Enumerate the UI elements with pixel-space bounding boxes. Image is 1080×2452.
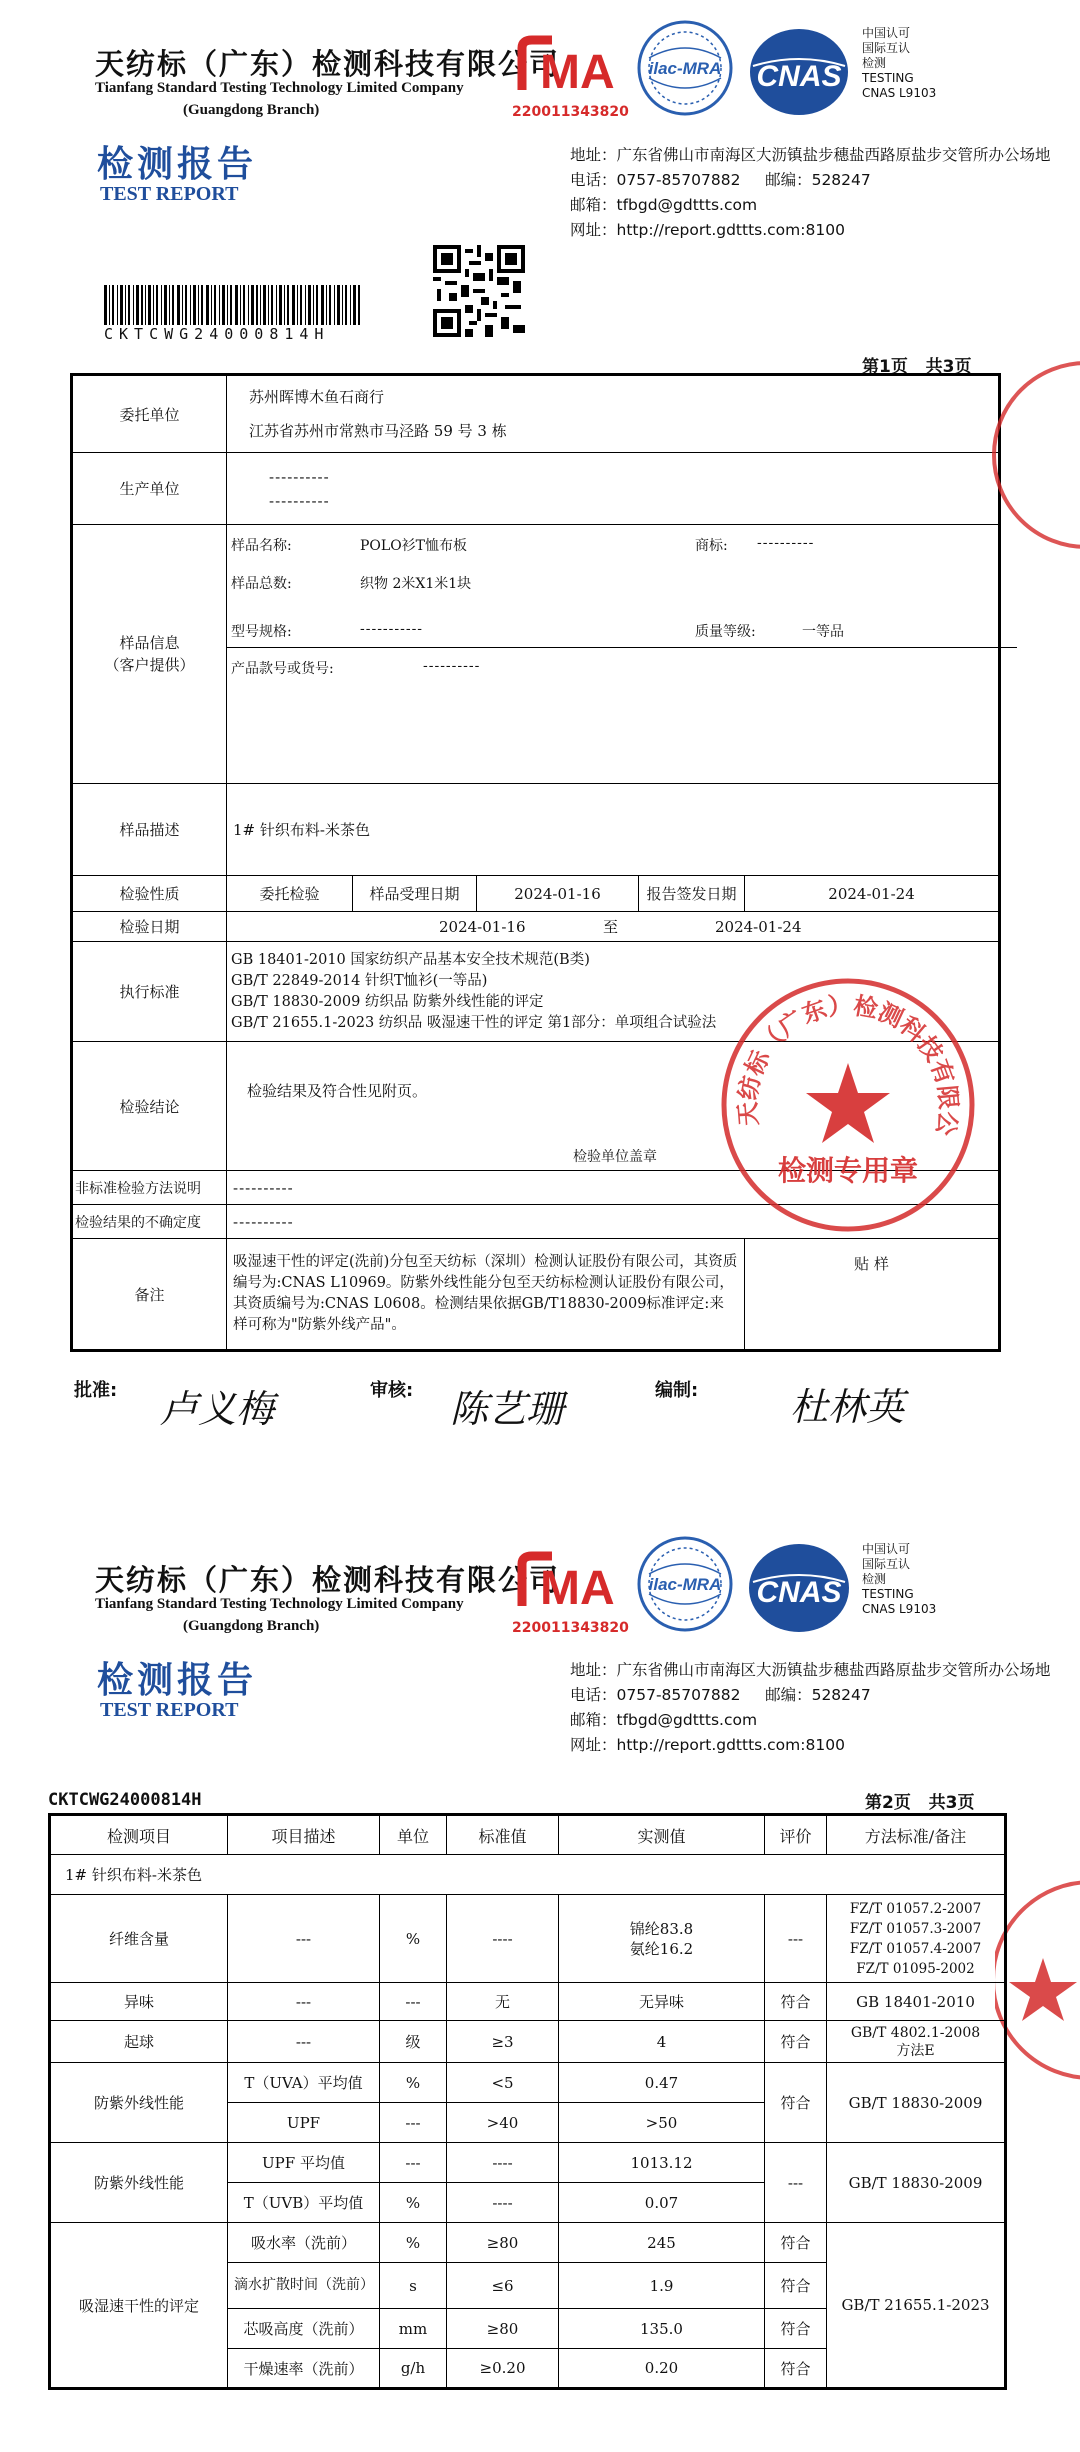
reviewer-signature: 陈艺珊 — [450, 1387, 565, 1431]
nonstd-label: 非标准检验方法说明 — [72, 1171, 227, 1205]
remark-row — [72, 1239, 1000, 1351]
method: GB/T 21655.1-2023 — [827, 2223, 1006, 2389]
qr-code — [433, 245, 525, 337]
desc: 滴水扩散时间（洗前） — [228, 2263, 380, 2309]
std: ≥80 — [447, 2223, 559, 2263]
cnas-text: CNAS — [756, 1576, 842, 1609]
item: 吸湿速干性的评定 — [50, 2223, 228, 2389]
product-no-label: 产品款号或货号: — [231, 661, 334, 677]
eval: 符合 — [765, 2223, 827, 2263]
model: ----------- — [360, 621, 424, 637]
company-branch: (Guangdong Branch) — [183, 102, 320, 118]
nature: 委托检验 — [227, 876, 353, 912]
approver-signature: 卢义梅 — [160, 1387, 275, 1431]
remark: 吸湿速干性的评定(洗前)分包至天纺标（深圳）检测认证股份有限公司，其资质编号为:CNAS L10969。防紫外线性能分包至天纺标检测认证股份有限公司，其资质编号为:CNAS L0608。检测结果依据GB/T18830-2009标准评定:来样可称为"防紫外线产品"。 — [227, 1239, 745, 1351]
value: 0.07 — [559, 2183, 765, 2223]
unit: --- — [380, 2103, 447, 2143]
method: GB/T 18830-2009 — [827, 2143, 1006, 2223]
col-header: 检测项目 — [50, 1815, 228, 1855]
cnas-info-line: 检测 — [862, 56, 887, 70]
nature-label: 检验性质 — [72, 876, 227, 912]
page-no: 第1页 — [862, 357, 908, 377]
method-line: FZ/T 01057.3-2007 — [849, 1920, 982, 1937]
postcode: 邮编：528247 — [765, 1686, 871, 1704]
review-label: 审核: — [370, 1380, 414, 1401]
ilac-text: ilac-MRA — [648, 1575, 722, 1594]
unit: mm — [380, 2309, 447, 2349]
eval: 符合 — [765, 2349, 827, 2389]
phone: 电话：0757-85707882 — [570, 1686, 741, 1704]
phone-line — [570, 1683, 1070, 1708]
sample-info-cell — [227, 525, 1000, 784]
conclusion: 检验结果及符合性见附页。 — [247, 1082, 428, 1100]
brand-label: 商标: — [695, 538, 728, 554]
edit-label: 编制: — [655, 1380, 699, 1401]
std: ---- — [447, 1895, 559, 1983]
cnas-info-line: 国际互认 — [862, 41, 911, 55]
cnas-info-line: 检测 — [862, 1572, 887, 1586]
standard-item: GB/T 21655.1-2023 纺织品 吸湿速干性的评定 第1部分：单项组合试验法 — [231, 1014, 717, 1031]
producer-cell — [227, 453, 1000, 525]
seal-center-text: 检测专用章 — [777, 1154, 919, 1187]
contact-block — [570, 1658, 1070, 1758]
sample-row — [50, 1855, 1006, 1895]
std: ---- — [447, 2143, 559, 2183]
desc: T（UVB）平均值 — [228, 2183, 380, 2223]
sample-name-label: 样品名称: — [231, 538, 292, 554]
item: 防紫外线性能 — [50, 2063, 228, 2143]
value-line: 锦纶83.8 — [629, 1919, 694, 1938]
value: 0.20 — [559, 2349, 765, 2389]
col-header: 单位 — [380, 1815, 447, 1855]
std: ≤6 — [447, 2263, 559, 2309]
phone: 电话：0757-85707882 — [570, 171, 741, 189]
table-row — [50, 1895, 1006, 1983]
value — [559, 1895, 765, 1983]
company-name-cn: 天纺标（广东）检测科技有限公司 — [95, 1563, 561, 1597]
unit: 级 — [380, 2021, 447, 2063]
producer-line: ---------- — [269, 467, 330, 486]
remark-label: 备注 — [72, 1239, 227, 1351]
desc: --- — [228, 1895, 380, 1983]
client-row — [72, 375, 1000, 453]
std: <5 — [447, 2063, 559, 2103]
value: 0.47 — [559, 2063, 765, 2103]
table-row — [50, 2063, 1006, 2103]
value-line: 氨纶16.2 — [629, 1939, 694, 1958]
cnas-info-line: 中国认可 — [862, 1542, 911, 1556]
nonstd: ---------- — [227, 1171, 1000, 1205]
ilac-mra-logo — [635, 18, 735, 118]
desc: 1# 针织布料-米茶色 — [227, 784, 1000, 876]
std: ≥0.20 — [447, 2349, 559, 2389]
issue-date: 2024-01-24 — [745, 876, 1000, 912]
value: 245 — [559, 2223, 765, 2263]
seal-partial-top — [990, 355, 1080, 555]
table-row — [50, 2143, 1006, 2183]
method: GB 18401-2010 — [827, 1983, 1006, 2021]
sample-info-row — [72, 525, 1000, 784]
cnas-info — [862, 1542, 936, 1617]
producer-line: ---------- — [269, 491, 330, 510]
divider — [227, 647, 1017, 648]
col-header: 项目描述 — [228, 1815, 380, 1855]
cma-text: MA — [540, 46, 615, 99]
value: 4 — [559, 2021, 765, 2063]
website[interactable]: 网址：http://report.gdttts.com:8100 — [570, 1736, 845, 1754]
company-name-en: Tianfang Standard Testing Technology Limited Company — [95, 1596, 464, 1612]
producer-label: 生产单位 — [72, 453, 227, 525]
desc: T（UVA）平均值 — [228, 2063, 380, 2103]
qty: 织物 2米X1米1块 — [360, 576, 472, 592]
address: 地址：广东省佛山市南海区大沥镇盐步穗盐西路原盐步交管所办公场地 — [570, 146, 1051, 164]
postcode: 邮编：528247 — [765, 171, 871, 189]
product-no: ---------- — [423, 658, 481, 674]
desc: UPF — [228, 2103, 380, 2143]
eval: 符合 — [765, 2309, 827, 2349]
page-number — [865, 1788, 974, 1813]
cma-number: 220011343820 — [512, 104, 629, 120]
item: 防紫外线性能 — [50, 2143, 228, 2223]
standard-label: 执行标准 — [72, 942, 227, 1042]
barcode-text: CKTCWG24000814H — [104, 325, 330, 343]
cnas-info-line: TESTING — [862, 1587, 914, 1601]
sample-paste: 贴 样 — [745, 1239, 1000, 1351]
report-title-cn: 检测报告 — [97, 143, 258, 185]
desc-row — [72, 784, 1000, 876]
eval: 符合 — [765, 2021, 827, 2063]
receive-date: 2024-01-16 — [477, 876, 639, 912]
client-address: 江苏省苏州市常熟市马泾路 59 号 3 栋 — [249, 422, 507, 440]
test-date-label: 检验日期 — [72, 912, 227, 942]
value: >50 — [559, 2103, 765, 2143]
desc: 干燥速率（洗前） — [228, 2349, 380, 2389]
company-branch: (Guangdong Branch) — [183, 1618, 320, 1634]
cnas-info-line: TESTING — [862, 71, 914, 85]
client-label: 委托单位 — [72, 375, 227, 453]
uncert-label: 检验结果的不确定度 — [72, 1205, 227, 1239]
contact-block — [570, 143, 1070, 243]
uncert: ---------- — [227, 1205, 1000, 1239]
ilac-text: ilac-MRA — [648, 59, 722, 78]
cnas-info-line: CNAS L9103 — [862, 86, 937, 100]
unit: g/h — [380, 2349, 447, 2389]
issue-label: 报告签发日期 — [639, 876, 745, 912]
eval: --- — [765, 2143, 827, 2223]
company-name-en: Tianfang Standard Testing Technology Limited Company — [95, 80, 464, 96]
method: GB/T 4802.1-2008 方法E — [827, 2021, 1006, 2063]
page-total: 共3页 — [928, 1793, 975, 1813]
test-date-row — [72, 912, 1000, 942]
desc-label: 样品描述 — [72, 784, 227, 876]
col-header: 标准值 — [447, 1815, 559, 1855]
unit: --- — [380, 1983, 447, 2021]
cnas-info-line: 中国认可 — [862, 26, 911, 40]
conclusion-label: 检验结论 — [72, 1042, 227, 1171]
unit: s — [380, 2263, 447, 2309]
std: ≥3 — [447, 2021, 559, 2063]
test-to: 2024-01-24 — [715, 917, 802, 936]
editor-signature: 杜林英 — [790, 1385, 905, 1429]
standard-item: GB/T 22849-2014 针织T恤衫(一等品) — [231, 972, 488, 989]
std: ---- — [447, 2183, 559, 2223]
inspection-seal — [718, 975, 978, 1235]
receive-label: 样品受理日期 — [353, 876, 477, 912]
eval: 符合 — [765, 1983, 827, 2021]
item: 起球 — [50, 2021, 228, 2063]
address: 地址：广东省佛山市南海区大沥镇盐步穗盐西路原盐步交管所办公场地 — [570, 1661, 1051, 1679]
desc: UPF 平均值 — [228, 2143, 380, 2183]
model-label: 型号规格: — [231, 624, 292, 640]
table-row — [50, 2021, 1006, 2063]
brand: ---------- — [757, 535, 815, 551]
desc: 芯吸高度（洗前） — [228, 2309, 380, 2349]
barcode — [104, 285, 364, 325]
results-table — [48, 1813, 1007, 2390]
method — [827, 1895, 1006, 1983]
report-title-cn: 检测报告 — [97, 1659, 258, 1701]
nature-row — [72, 876, 1000, 912]
report-title-en: TEST REPORT — [100, 1699, 239, 1721]
table-row — [50, 1983, 1006, 2021]
method-line: FZ/T 01057.4-2007 — [849, 1940, 982, 1957]
report-number: CKTCWG24000814H — [48, 1790, 202, 1810]
unit: --- — [380, 2143, 447, 2183]
desc: --- — [228, 1983, 380, 2021]
unit: % — [380, 2223, 447, 2263]
cnas-info-line: 国际互认 — [862, 1557, 911, 1571]
item: 纤维含量 — [50, 1895, 228, 1983]
email: 邮箱：tfbgd@gdttts.com — [570, 1711, 758, 1729]
unit: % — [380, 1895, 447, 1983]
sample-info-label: 样品信息 （客户提供） — [72, 525, 227, 784]
cnas-text: CNAS — [756, 60, 842, 93]
value: 135.0 — [559, 2309, 765, 2349]
col-header: 实测值 — [559, 1815, 765, 1855]
seal-ring-text: 天纺标（广东）检测科技有限公 — [732, 990, 964, 1138]
website[interactable]: 网址：http://report.gdttts.com:8100 — [570, 221, 845, 239]
test-date-cell — [227, 912, 1000, 942]
phone-line — [570, 168, 1070, 193]
table-row — [50, 2223, 1006, 2263]
col-header: 方法标准/备注 — [827, 1815, 1006, 1855]
grade: 一等品 — [802, 624, 844, 640]
qty-label: 样品总数: — [231, 576, 292, 592]
desc: 吸水率（洗前） — [228, 2223, 380, 2263]
cma-text: MA — [540, 1562, 615, 1615]
eval: 符合 — [765, 2263, 827, 2309]
seal-label: 检验单位盖章 — [573, 1149, 657, 1165]
desc: --- — [228, 2021, 380, 2063]
std: 无 — [447, 1983, 559, 2021]
cma-number: 220011343820 — [512, 1620, 629, 1636]
cnas-logo — [745, 1538, 853, 1638]
standard-item: GB 18401-2010 国家纺织产品基本安全技术规范(B类) — [231, 951, 590, 968]
test-to-label: 至 — [603, 917, 619, 936]
eval: 符合 — [765, 2063, 827, 2143]
eval: --- — [765, 1895, 827, 1983]
company-name-cn: 天纺标（广东）检测科技有限公司 — [95, 47, 561, 81]
method-line: FZ/T 01057.2-2007 — [849, 1900, 982, 1917]
cnas-info — [862, 26, 936, 101]
value: 1.9 — [559, 2263, 765, 2309]
client-name: 苏州晖博木鱼石商行 — [249, 388, 385, 406]
standard-item: GB/T 18830-2009 纺织品 防紫外线性能的评定 — [231, 993, 544, 1010]
method-line: FZ/T 01095-2002 — [856, 1960, 975, 1977]
client-cell — [227, 375, 1000, 453]
method: GB/T 18830-2009 — [827, 2063, 1006, 2143]
page-total: 共3页 — [925, 357, 972, 377]
cnas-info-line: CNAS L9103 — [862, 1602, 937, 1616]
grade-label: 质量等级: — [695, 624, 756, 640]
std: >40 — [447, 2103, 559, 2143]
ilac-mra-logo — [635, 1534, 735, 1634]
test-from: 2024-01-16 — [439, 917, 526, 936]
cnas-logo — [745, 22, 853, 122]
col-header: 评价 — [765, 1815, 827, 1855]
unit: % — [380, 2063, 447, 2103]
table-header — [50, 1815, 1006, 1855]
value: 1013.12 — [559, 2143, 765, 2183]
producer-row — [72, 453, 1000, 525]
item: 异味 — [50, 1983, 228, 2021]
sample-name: POLO衫T恤布板 — [360, 538, 468, 554]
report-title-en: TEST REPORT — [100, 183, 239, 205]
unit: % — [380, 2183, 447, 2223]
approve-label: 批准: — [74, 1380, 118, 1401]
std: ≥80 — [447, 2309, 559, 2349]
seal-partial-bottom — [995, 1870, 1080, 2090]
sample-row-label: 1# 针织布料-米茶色 — [50, 1855, 1006, 1895]
value: 无异味 — [559, 1983, 765, 2021]
page-no: 第2页 — [865, 1793, 911, 1813]
email: 邮箱：tfbgd@gdttts.com — [570, 196, 758, 214]
